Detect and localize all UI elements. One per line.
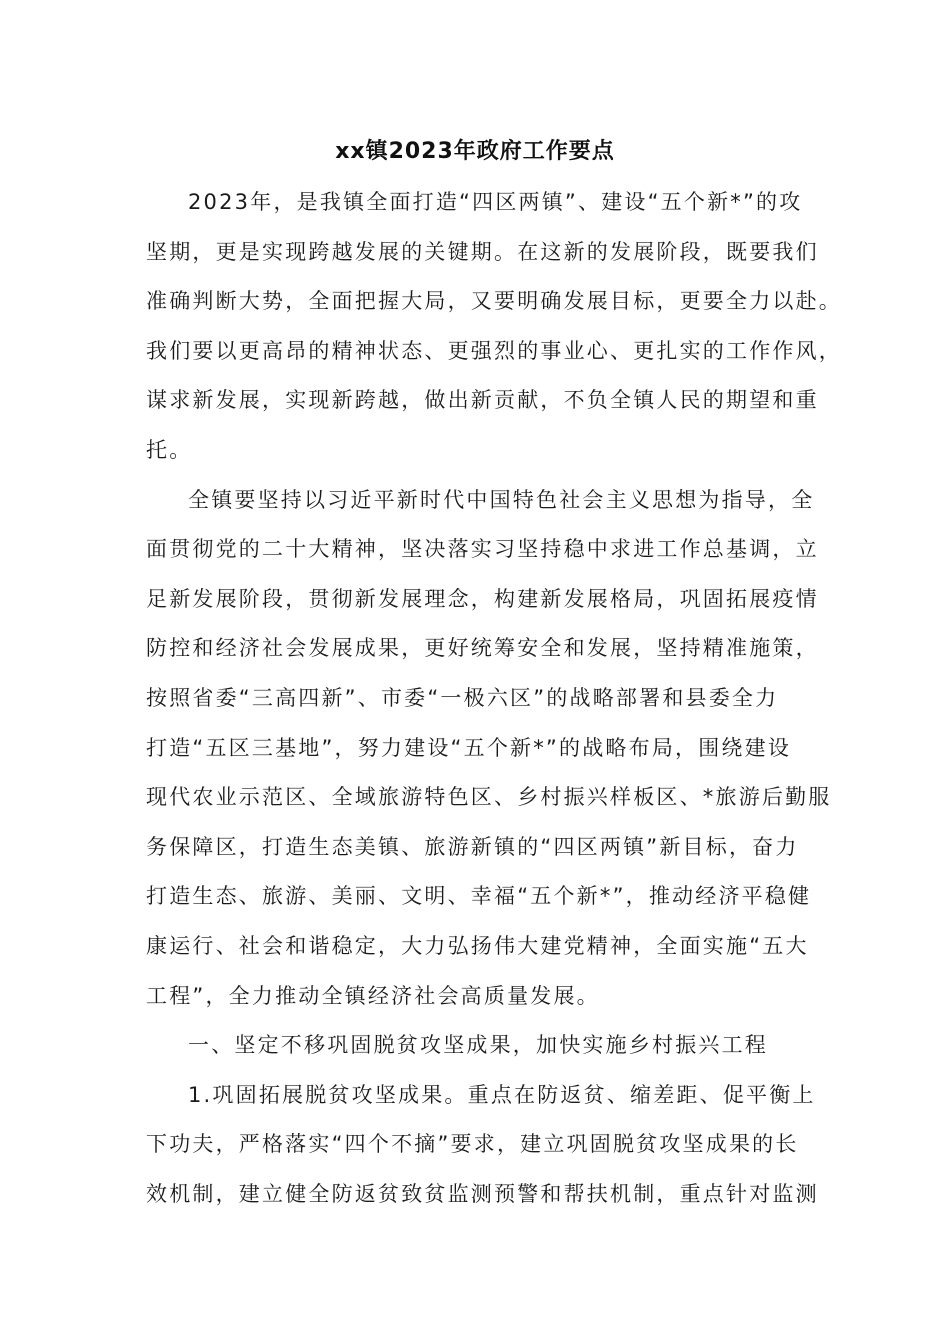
text-line: 我们要以更高昂的精神状态、更强烈的事业心、更扎实的工作作风，: [146, 338, 842, 363]
text-line: 打造生态、旅游、美丽、文明、幸福“五个新*”，推动经济平稳健: [146, 884, 812, 909]
text-line: 一、坚定不移巩固脱贫攻坚成果，加快实施乡村振兴工程: [188, 1033, 768, 1058]
text-line: 工程”，全力推动全镇经济社会高质量发展。: [146, 983, 600, 1008]
text-line: 谋求新发展，实现新跨越，做出新贡献，不负全镇人民的期望和重: [146, 388, 819, 413]
document-body: [146, 178, 842, 1219]
text-line: 全镇要坚持以习近平新时代中国特色社会主义思想为指导，全: [188, 487, 815, 512]
text-line: 足新发展阶段，贯彻新发展理念，构建新发展格局，巩固拓展疫情: [146, 586, 819, 611]
text-line: 康运行、社会和谐稳定，大力弘扬伟大建党精神，全面实施“五大: [146, 933, 809, 958]
text-line: 托。: [146, 437, 193, 462]
text-line: 准确判断大势，全面把握大局，又要明确发展目标，更要全力以赴。: [146, 289, 842, 314]
text-line: 1.巩固拓展脱贫攻坚成果。重点在防返贫、缩差距、促平衡上: [188, 1082, 816, 1107]
text-line: 效机制，建立健全防返贫致贫监测预警和帮扶机制，重点针对监测: [146, 1181, 819, 1206]
text-line: 面贯彻党的二十大精神，坚决落实习坚持稳中求进工作总基调，立: [146, 537, 819, 562]
text-line: 防控和经济社会发展成果，更好统筹安全和发展，坚持精准施策，: [146, 636, 819, 661]
text-line: 下功夫，严格落实“四个不摘”要求，建立巩固脱贫攻坚成果的长: [146, 1132, 799, 1157]
text-line: 现代农业示范区、全域旅游特色区、乡村振兴样板区、*旅游后勤服: [146, 785, 832, 810]
text-line: 务保障区，打造生态美镇、旅游新镇的“四区两镇”新目标，奋力: [146, 834, 799, 859]
text-line: 打造“五区三基地”，努力建设“五个新*”的战略布局，围绕建设: [146, 735, 792, 760]
text-line: 2023年，是我镇全面打造“四区两镇”、建设“五个新*”的攻: [188, 190, 803, 214]
text-line: 坚期，更是实现跨越发展的关键期。在这新的发展阶段，既要我们: [146, 239, 819, 264]
text-line: 按照省委“三高四新”、市委“一极六区”的战略部署和县委全力: [146, 685, 779, 710]
document-title: xx镇2023年政府工作要点: [335, 139, 615, 164]
